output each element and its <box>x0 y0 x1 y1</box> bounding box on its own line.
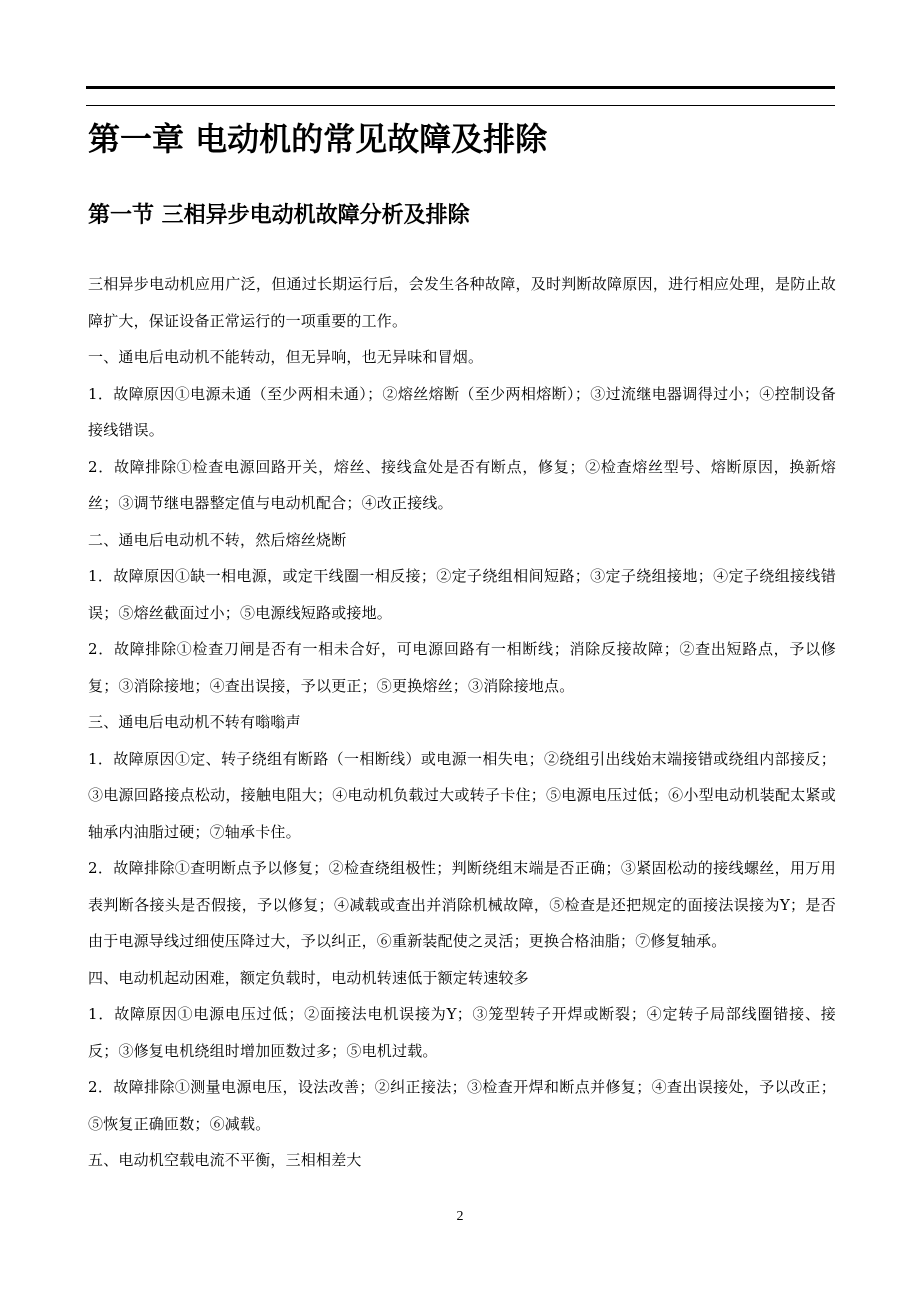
section-title: 第一节 三相异步电动机故障分析及排除 <box>88 203 470 228</box>
fault-4-causes: 1．故障原因①电源电压过低；②面接法电机误接为Y；③笼型转子开焊或断裂；④定转子局部线圈错接、接反；③修复电机绕组时增加匝数过多；⑤电机过载。 <box>88 1005 836 1060</box>
fault-heading-2: 二、通电后电动机不转，然后熔丝烧断 <box>88 530 347 549</box>
fault-heading-3: 三、通电后电动机不转有嗡嗡声 <box>88 713 301 731</box>
fault-3-remedies: 2．故障排除①查明断点予以修复；②检查绕组极性；判断绕组末端是否正确；③紧固松动的接线螺丝，用万用表判断各接头是否假接，予以修复；④减载或查出并消除机械故障，⑤检查是还把规定的面接法误接为Y；是否由于电源导线过细使压降过大，予以纠正，⑥重新装配使之灵活；更换合格油脂；⑦修复轴承。 <box>88 859 836 950</box>
fault-4-remedies: 2．故障排除①测量电源电压，设法改善；②纠正接法；③检查开焊和断点并修复；④查出误接处，予以改正；⑤恢复正确匝数；⑥减载。 <box>88 1078 836 1133</box>
page-number: 2 <box>456 1209 464 1224</box>
fault-heading-4: 四、电动机起动困难，额定负载时，电动机转速低于额定转速较多 <box>88 968 529 987</box>
intro-paragraph: 三相异步电动机应用广泛，但通过长期运行后，会发生各种故障，及时判断故障原因，进行相应处理，是防止故障扩大，保证设备正常运行的一项重要的工作。 <box>88 275 836 330</box>
fault-1-remedies: 2．故障排除①检查电源回路开关，熔丝、接线盒处是否有断点，修复；②检查熔丝型号、熔断原因，换新熔丝；③调节继电器整定值与电动机配合；④改正接线。 <box>88 457 836 512</box>
header-rule-thin <box>86 105 835 106</box>
header-rule-thick <box>86 86 835 89</box>
fault-2-causes: 1．故障原因①缺一相电源，或定干线圈一相反接；②定子绕组相间短路；③定子绕组接地；④定子绕组接线错误；⑤熔丝截面过小；⑤电源线短路或接地。 <box>88 567 836 622</box>
fault-1-causes: 1．故障原因①电源未通（至少两相未通）；②熔丝熔断（至少两相熔断）；③过流继电器调得过小；④控制设备接线错误。 <box>88 384 836 439</box>
body-text <box>88 266 836 1179</box>
fault-2-remedies: 2．故障排除①检查刀闸是否有一相未合好，可电源回路有一相断线；消除反接故障；②查出短路点，予以修复；③消除接地；④查出误接，予以更正；⑤更换熔丝；③消除接地点。 <box>88 640 836 695</box>
chapter-title: 第一章 电动机的常见故障及排除 <box>88 120 548 158</box>
fault-heading-5: 五、电动机空载电流不平衡，三相相差大 <box>88 1151 362 1169</box>
fault-3-causes: 1．故障原因①定、转子绕组有断路（一相断线）或电源一相失电；②绕组引出线始末端接错或绕组内部接反；③电源回路接点松动，接触电阻大；④电动机负载过大或转子卡住；⑤电源电压过低；⑥小型电动机装配太紧或轴承内油脂过硬；⑦轴承卡住。 <box>88 749 836 841</box>
fault-heading-1: 一、通电后电动机不能转动，但无异响，也无异味和冒烟。 <box>88 348 484 366</box>
